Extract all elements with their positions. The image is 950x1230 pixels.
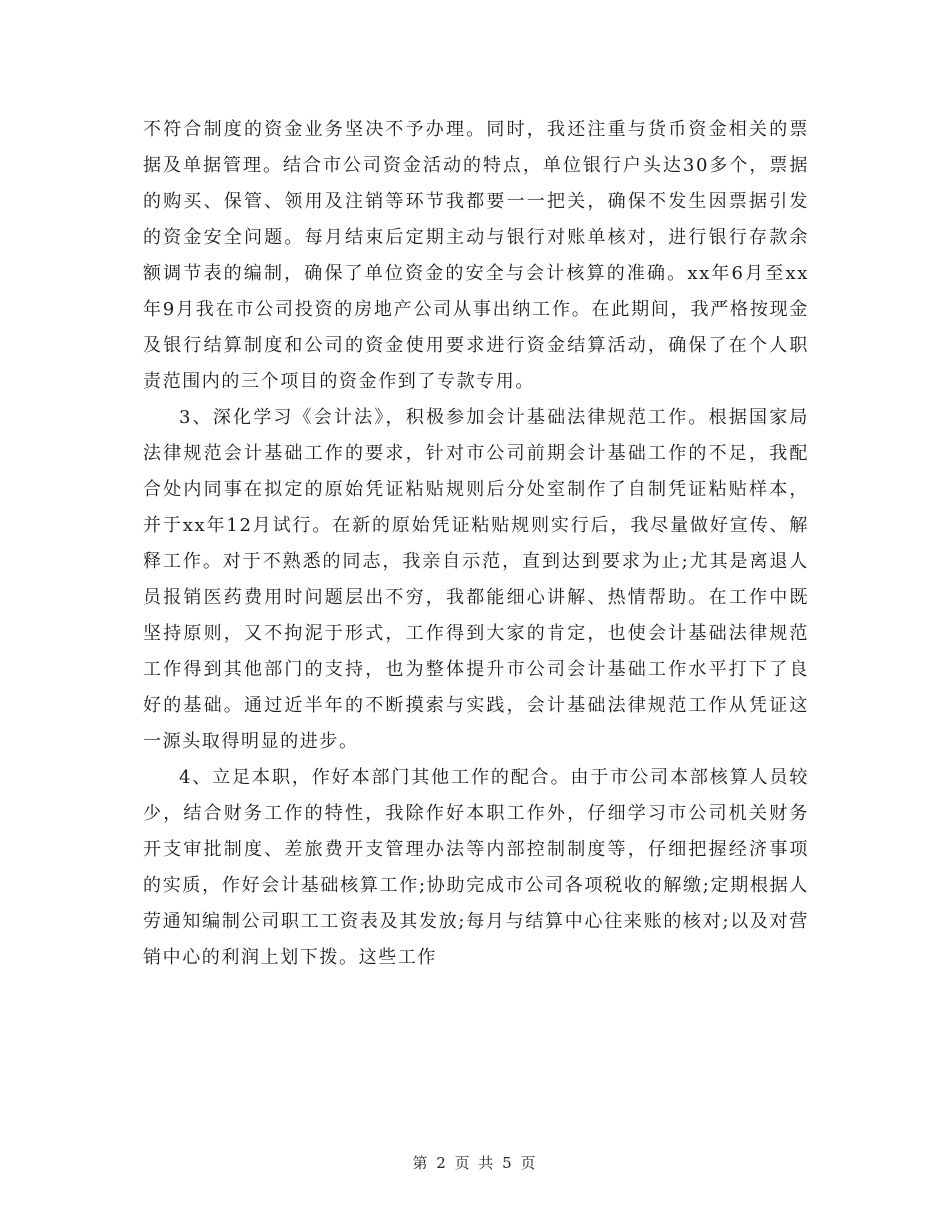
paragraph-continuation: 不符合制度的资金业务坚决不予办理。同时，我还注重与货币资金相关的票据及单据管理。结合市公司资金活动的特点，单位银行户头达30多个，票据的购买、保管、领用及注销等环节我都要一一把关，确保不发生因票据引发的资金安全问题。每月结束后定期主动与银行对账单核对，进行银行存款余额调节表的编制，确保了单位资金的安全与会计核算的准确。xx年6月至xx年9月我在市公司投资的房地产公司从事出纳工作。在此期间，我严格按现金及银行结算制度和公司的资金使用要求进行资金结算活动，确保了在个人职责范围内的三个项目的资金作到了专款专用。: [143, 119, 809, 392]
paragraph-item-4: 4、立足本职，作好本部门其他工作的配合。由于市公司本部核算人员较少，结合财务工作的特性，我除作好本职工作外，仔细学习市公司机关财务开支审批制度、差旅费开支管理办法等内部控制制度等，仔细把握经济事项的实质，作好会计基础核算工作;协助完成市公司各项税收的解缴;定期根据人劳通知编制公司职工工资表及其发放;每月与结算中心往来账的核对;以及对营销中心的利润上划下拨。这些工作: [143, 767, 810, 968]
body-text: [143, 112, 809, 976]
page-number: 第 2 页 共 5 页: [412, 1154, 538, 1172]
paragraph-item-3: 3、深化学习《会计法》，积极参加会计基础法律规范工作。根据国家局法律规范会计基础工作的要求，针对市公司前期会计基础工作的不足，我配合处内同事在拟定的原始凭证粘贴规则后分处室制作了自制凭证粘贴样本，并于xx年12月试行。在新的原始凭证粘贴规则实行后，我尽量做好宣传、解释工作。对于不熟悉的同志，我亲自示范，直到达到要求为止;尤其是离退人员报销医药费用时问题层出不穷，我都能细心讲解、热情帮助。在工作中既坚持原则，又不拘泥于形式，工作得到大家的肯定，也使会计基础法律规范工作得到其他部门的支持，也为整体提升市公司会计基础工作水平打下了良好的基础。通过近半年的不断摸索与实践，会计基础法律规范工作从凭证这一源头取得明显的进步。: [143, 407, 809, 752]
